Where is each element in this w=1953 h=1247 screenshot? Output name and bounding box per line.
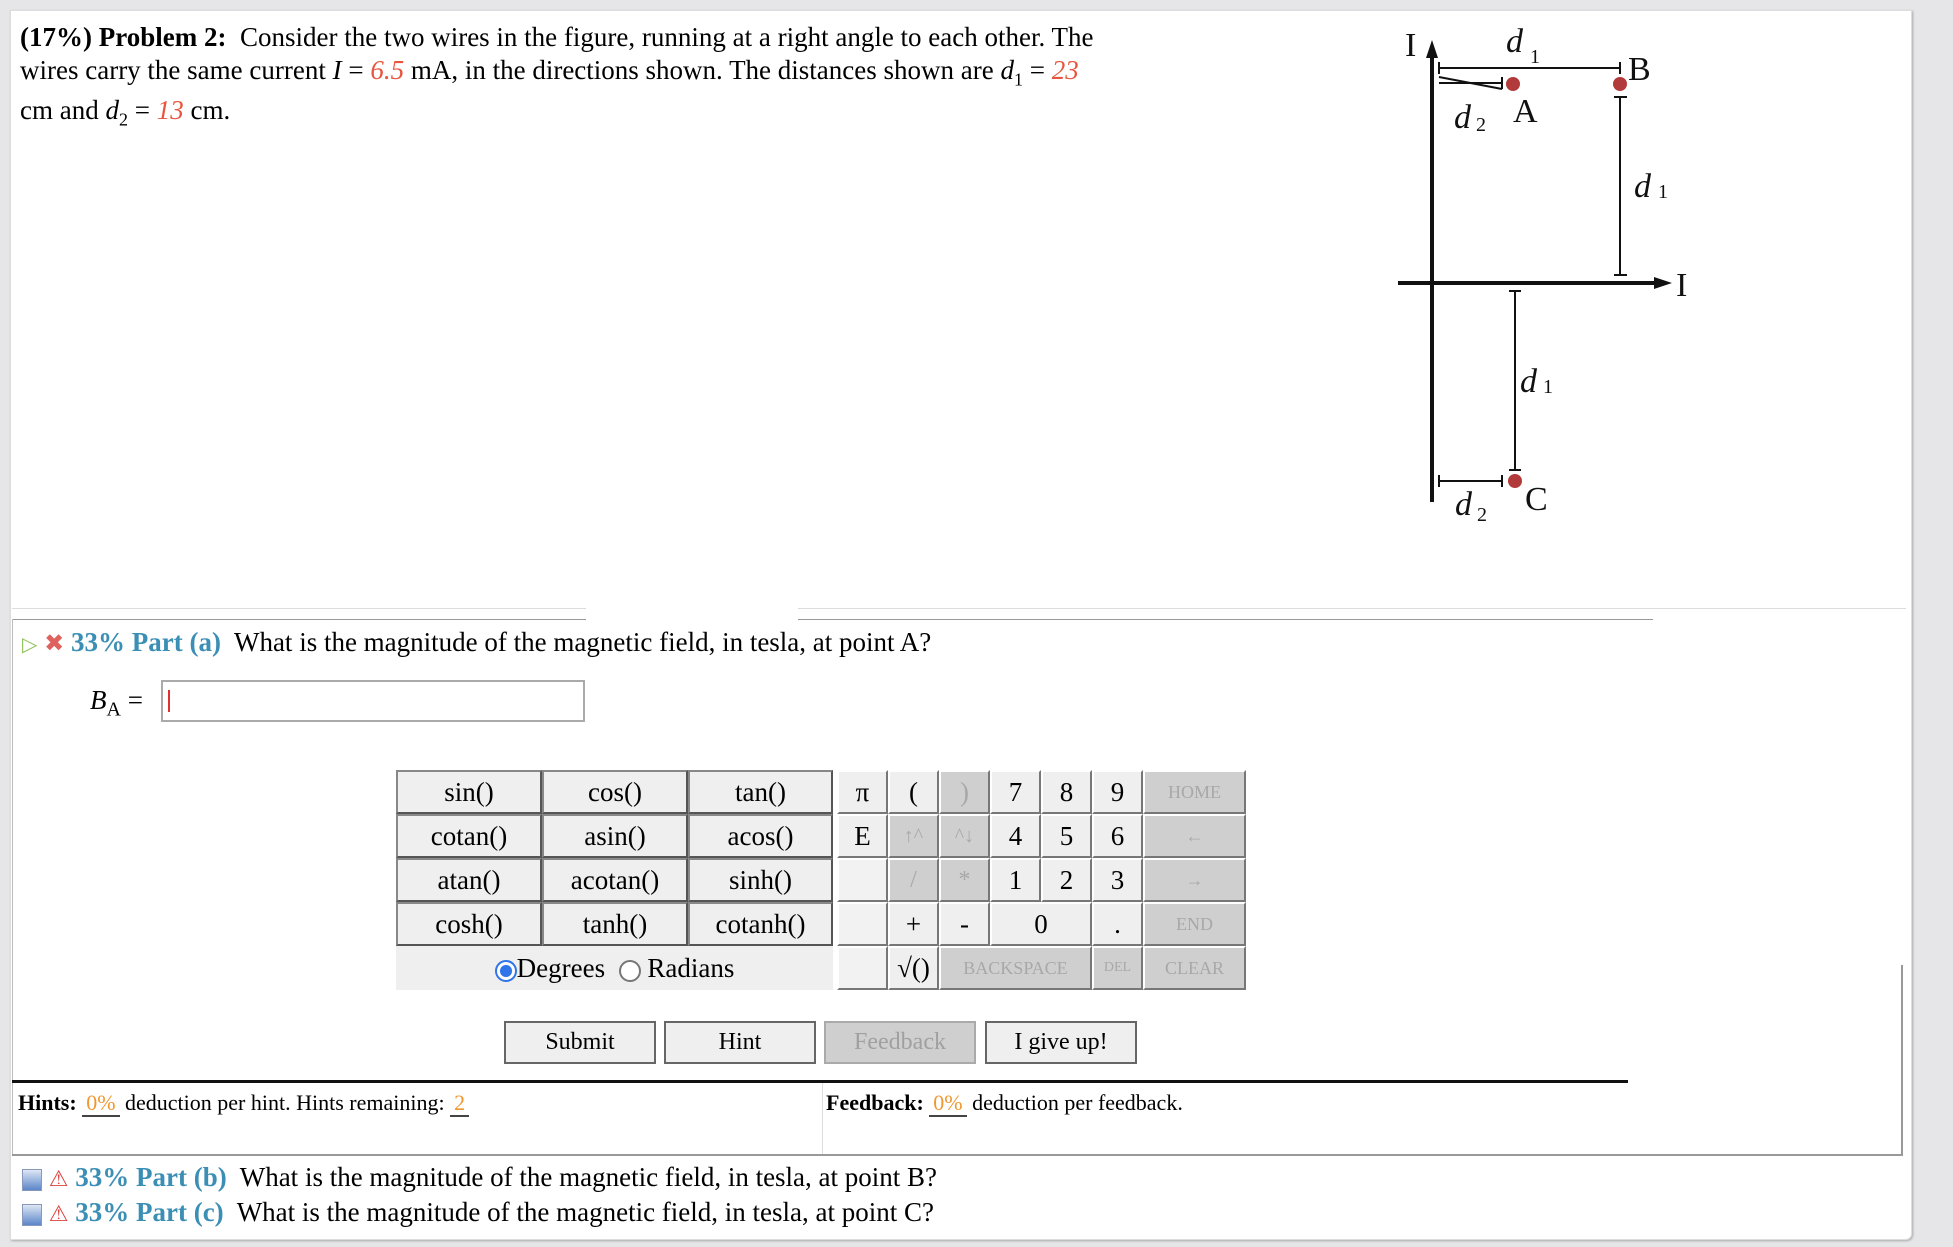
current-arrow-up-icon — [1426, 40, 1438, 58]
feedback-deduction: 0% — [929, 1090, 966, 1117]
problem-text: Consider the two wires in the figure, running at a right angle to each other. The — [239, 22, 1094, 52]
part-a-label: Part (a) — [131, 627, 221, 657]
label-b: B — [1628, 51, 1651, 88]
divider — [12, 608, 586, 609]
d2-symbol: d — [105, 95, 119, 125]
label-d1-right: d — [1634, 168, 1651, 205]
part-b-question: What is the magnitude of the magnetic field, in tesla, at point B? — [239, 1162, 938, 1192]
d2-value: 13 — [156, 95, 184, 125]
equals: = — [341, 55, 371, 85]
part-b-label: Part (b) — [135, 1162, 227, 1192]
hints-text: deduction per hint. Hints remaining: — [125, 1090, 445, 1115]
label-c: C — [1525, 481, 1548, 518]
key-tanh[interactable]: tanh() — [542, 902, 688, 946]
hints-bottom-border — [12, 1154, 1902, 1156]
key-9[interactable]: 9 — [1092, 770, 1143, 814]
key-multiply[interactable]: * — [939, 858, 990, 902]
unit: cm. — [183, 95, 231, 125]
key-cotan[interactable]: cotan() — [396, 814, 542, 858]
problem-weight: (17%) — [20, 22, 92, 52]
key-blank — [837, 946, 888, 990]
sub-1: 1 — [1543, 376, 1553, 398]
part-c-label: Part (c) — [135, 1197, 224, 1227]
d1-symbol: d — [1000, 55, 1014, 85]
key-clear[interactable]: CLEAR — [1143, 946, 1246, 990]
give-up-button[interactable]: I give up! — [985, 1021, 1137, 1064]
d1-sub: 1 — [1013, 69, 1023, 90]
degrees-radio[interactable] — [495, 960, 517, 982]
key-sin[interactable]: sin() — [396, 770, 542, 814]
key-pi[interactable]: π — [837, 770, 888, 814]
answer-eq: = — [127, 685, 143, 715]
label-a: A — [1513, 93, 1538, 130]
key-left-arrow[interactable]: ← — [1143, 814, 1246, 858]
part-border — [12, 619, 13, 1155]
equals: = — [1022, 55, 1052, 85]
radians-radio[interactable] — [619, 960, 641, 982]
hints-remaining: 2 — [450, 1090, 469, 1117]
key-up-caret[interactable]: ↑^ — [888, 814, 939, 858]
key-cos[interactable]: cos() — [542, 770, 688, 814]
angle-mode-group — [396, 946, 833, 990]
degrees-label: Degrees — [516, 953, 606, 983]
problem-text: mA, in the directions shown. The distances shown are — [404, 55, 1001, 85]
key-blank — [837, 902, 888, 946]
part-a-header — [22, 626, 931, 661]
hints-label: Hints: — [18, 1090, 77, 1115]
warning-icon: ⚠ — [48, 1166, 69, 1191]
hint-deduction: 0% — [82, 1090, 119, 1117]
divider — [798, 608, 1906, 609]
part-c-percent: 33% — [75, 1197, 130, 1227]
answer-input[interactable] — [161, 680, 585, 722]
key-acos[interactable]: acos() — [688, 814, 833, 858]
key-5[interactable]: 5 — [1041, 814, 1092, 858]
incorrect-x-icon: ✖ — [44, 631, 65, 657]
key-6[interactable]: 6 — [1092, 814, 1143, 858]
problem-title: Problem 2: — [98, 22, 227, 52]
label-i-horizontal: I — [1676, 267, 1688, 304]
part-b-row[interactable] — [22, 1161, 937, 1195]
part-c-row[interactable] — [22, 1196, 934, 1230]
divider — [798, 619, 1653, 620]
hint-button[interactable]: Hint — [664, 1021, 816, 1064]
part-a-question: What is the magnitude of the magnetic field, in tesla, at point A? — [233, 627, 932, 657]
key-2[interactable]: 2 — [1041, 858, 1092, 902]
key-0[interactable]: 0 — [990, 902, 1092, 946]
current-value: 6.5 — [370, 55, 405, 85]
label-d2-lower: d — [1455, 486, 1472, 523]
sub-1: 1 — [1530, 46, 1540, 68]
key-right-arrow[interactable]: → — [1143, 858, 1246, 902]
problem-text: wires carry the same current — [20, 55, 333, 85]
label-d1-top: d — [1506, 23, 1523, 60]
key-7[interactable]: 7 — [990, 770, 1041, 814]
part-b-percent: 33% — [75, 1162, 130, 1192]
key-8[interactable]: 8 — [1041, 770, 1092, 814]
key-home[interactable]: HOME — [1143, 770, 1246, 814]
feedback-text: deduction per feedback. — [972, 1090, 1183, 1115]
key-end[interactable]: END — [1143, 902, 1246, 946]
key-minus[interactable]: - — [939, 902, 990, 946]
key-acotan[interactable]: acotan() — [542, 858, 688, 902]
sub-2: 2 — [1477, 504, 1487, 526]
hints-info — [18, 1089, 469, 1117]
answer-var: B — [90, 685, 107, 715]
wires-figure — [0, 0, 1953, 600]
part-collapsed-icon — [22, 1169, 42, 1191]
right-border — [1901, 965, 1903, 1156]
answer-sub: A — [106, 698, 121, 721]
key-caret-down[interactable]: ^↓ — [939, 814, 990, 858]
part-a-percent: 33% — [71, 627, 125, 657]
equals: = — [127, 95, 157, 125]
key-e[interactable]: E — [837, 814, 888, 858]
part-collapsed-icon — [22, 1204, 42, 1226]
key-divide[interactable]: / — [888, 858, 939, 902]
d2-sub: 2 — [118, 109, 128, 130]
hints-divider — [822, 1083, 823, 1155]
current-arrow-right-icon — [1654, 277, 1672, 289]
radians-label: Radians — [647, 953, 735, 983]
key-rparen[interactable]: ) — [939, 770, 990, 814]
key-del[interactable]: DEL — [1092, 946, 1143, 990]
point-c-dot — [1508, 474, 1522, 488]
label-d1-lower: d — [1520, 363, 1537, 400]
submit-button[interactable]: Submit — [504, 1021, 656, 1064]
current-symbol: I — [332, 55, 342, 85]
expand-arrow-icon[interactable]: ▷ — [22, 634, 38, 656]
calculator-keypad — [396, 770, 1246, 990]
feedback-info — [826, 1089, 1183, 1117]
key-plus[interactable]: + — [888, 902, 939, 946]
answer-label — [90, 684, 143, 725]
key-asin[interactable]: asin() — [542, 814, 688, 858]
key-1[interactable]: 1 — [990, 858, 1041, 902]
key-lparen[interactable]: ( — [888, 770, 939, 814]
divider — [12, 619, 586, 620]
key-backspace[interactable]: BACKSPACE — [939, 946, 1092, 990]
label-d2-top: d — [1454, 99, 1471, 136]
key-atan[interactable]: atan() — [396, 858, 542, 902]
warning-icon: ⚠ — [48, 1201, 69, 1226]
key-sqrt[interactable]: √() — [888, 946, 939, 990]
point-b-dot — [1613, 77, 1627, 91]
key-cotanh[interactable]: cotanh() — [688, 902, 833, 946]
point-a-dot — [1506, 77, 1520, 91]
key-blank — [837, 858, 888, 902]
d1-value: 23 — [1051, 55, 1079, 85]
feedback-label: Feedback: — [826, 1090, 924, 1115]
label-i-vertical: I — [1405, 27, 1417, 64]
text-cursor — [168, 690, 170, 712]
key-tan[interactable]: tan() — [688, 770, 833, 814]
key-sinh[interactable]: sinh() — [688, 858, 833, 902]
key-cosh[interactable]: cosh() — [396, 902, 542, 946]
problem-text: cm and — [20, 95, 106, 125]
key-4[interactable]: 4 — [990, 814, 1041, 858]
key-dot[interactable]: . — [1092, 902, 1143, 946]
key-3[interactable]: 3 — [1092, 858, 1143, 902]
feedback-button[interactable]: Feedback — [824, 1021, 976, 1064]
hints-top-border — [12, 1080, 1628, 1083]
sub-2: 2 — [1476, 114, 1486, 136]
sub-1: 1 — [1658, 181, 1668, 203]
part-c-question: What is the magnitude of the magnetic field, in tesla, at point C? — [236, 1197, 934, 1227]
